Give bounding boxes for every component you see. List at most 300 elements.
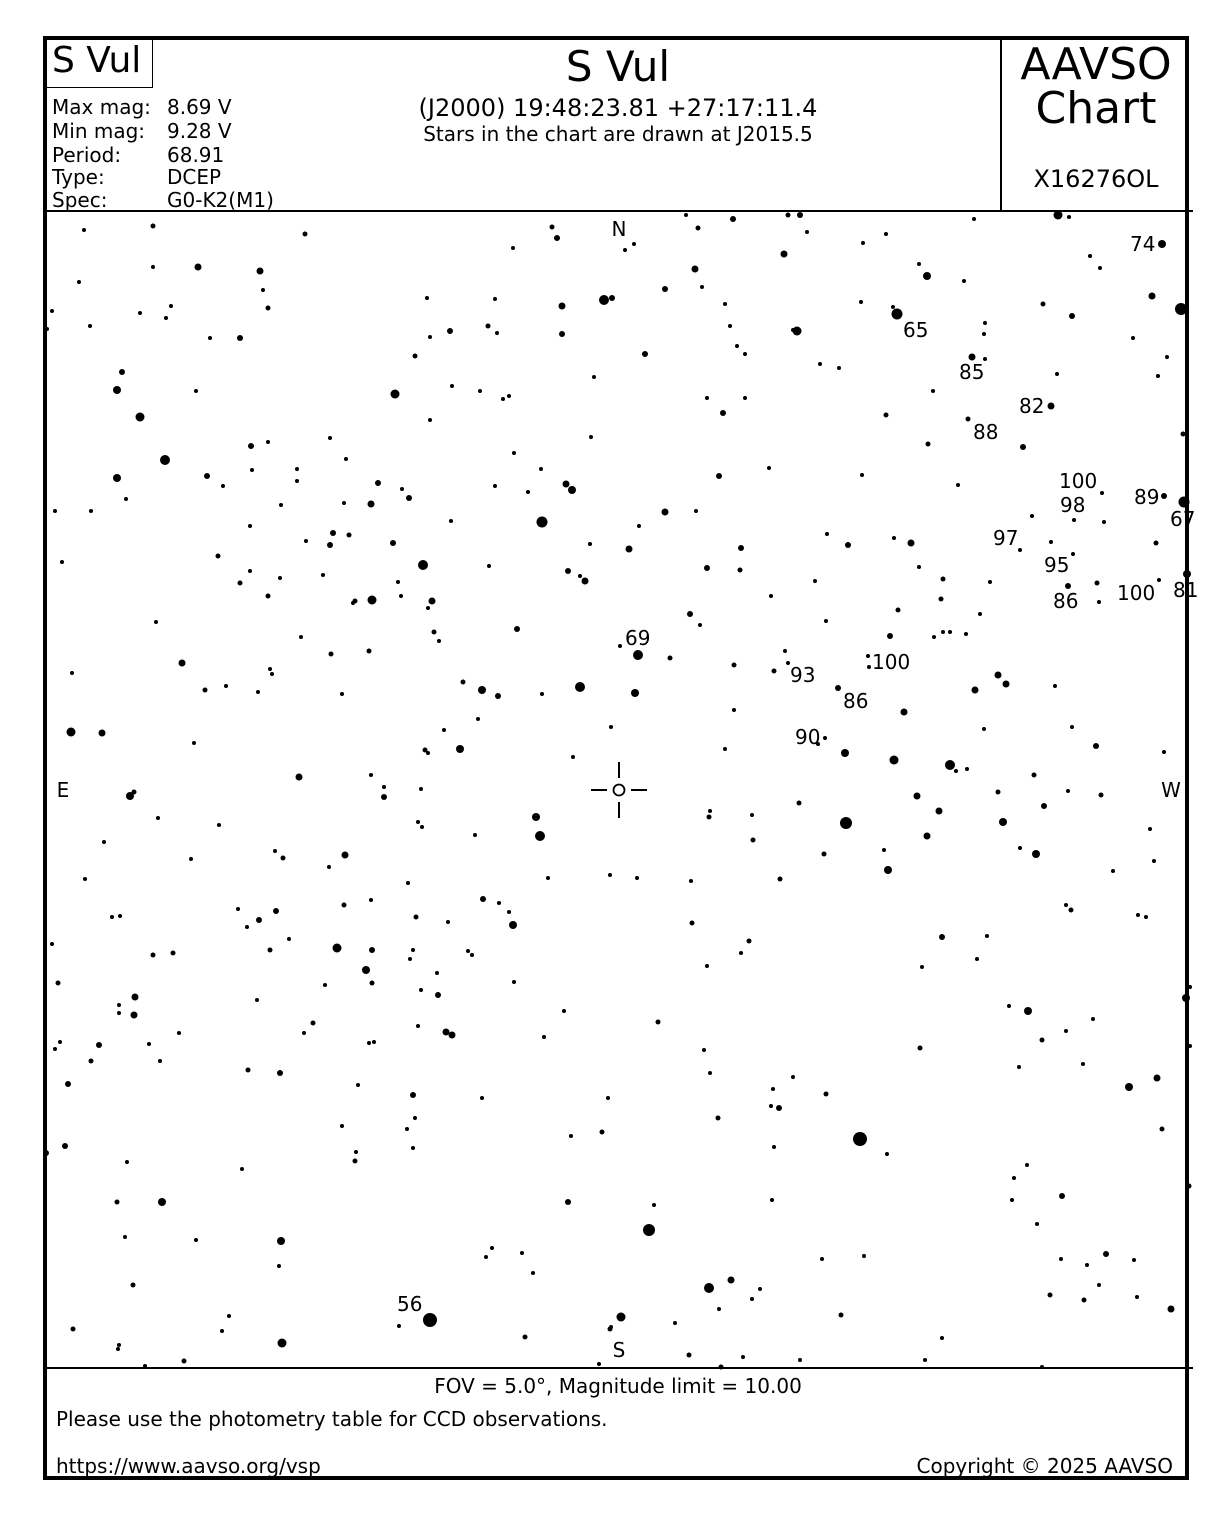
star — [786, 213, 791, 218]
star — [53, 509, 57, 513]
star — [772, 1145, 776, 1149]
footer-divider — [43, 1367, 1193, 1369]
comp-label: 74 — [1130, 232, 1156, 256]
star — [428, 418, 432, 422]
star — [449, 519, 453, 523]
star — [321, 573, 325, 577]
star — [704, 1283, 714, 1293]
star — [411, 1146, 415, 1150]
star — [962, 279, 966, 283]
south-label: S — [612, 1338, 626, 1362]
star — [490, 1246, 494, 1250]
star — [626, 546, 633, 553]
star — [932, 635, 936, 639]
star — [295, 479, 299, 483]
star — [716, 473, 722, 479]
east-label: E — [56, 778, 70, 802]
star — [240, 1167, 244, 1171]
star — [1181, 432, 1186, 437]
star — [449, 1032, 456, 1039]
star — [689, 879, 693, 883]
star — [116, 1347, 120, 1351]
star — [917, 565, 921, 569]
star — [171, 951, 176, 956]
star — [182, 1359, 187, 1364]
star — [635, 876, 639, 880]
star — [419, 988, 423, 992]
star — [1055, 372, 1059, 376]
star — [194, 389, 198, 393]
star — [739, 951, 743, 955]
star — [1072, 518, 1076, 522]
aavso-url-link[interactable]: https://www.aavso.org/vsp — [56, 1454, 321, 1478]
star — [1064, 1029, 1068, 1033]
star — [781, 251, 788, 258]
star — [823, 736, 827, 740]
star — [281, 856, 286, 861]
star — [123, 1235, 127, 1239]
info-label-period: Period: — [52, 143, 122, 167]
comp-label: 93 — [790, 663, 816, 687]
star — [1095, 581, 1100, 586]
star — [351, 601, 355, 605]
star — [56, 981, 61, 986]
star — [369, 773, 373, 777]
star — [1007, 1004, 1011, 1008]
star — [924, 833, 931, 840]
star — [304, 539, 308, 543]
comp-label: 98 — [1060, 493, 1086, 517]
star — [236, 907, 240, 911]
star — [939, 597, 944, 602]
star — [705, 396, 709, 400]
star — [1059, 1193, 1065, 1199]
star — [136, 413, 145, 422]
star — [390, 540, 396, 546]
star — [866, 654, 870, 658]
comp-label: 86 — [1053, 589, 1079, 613]
star — [1010, 1198, 1014, 1202]
star — [890, 756, 899, 765]
star — [1100, 491, 1104, 495]
star — [988, 580, 992, 584]
star — [406, 495, 412, 501]
star — [169, 304, 173, 308]
star — [368, 596, 377, 605]
star — [723, 747, 727, 751]
star — [839, 1313, 844, 1318]
star — [772, 669, 777, 674]
star — [1135, 1295, 1139, 1299]
star — [158, 1198, 166, 1206]
star — [966, 417, 971, 422]
star — [597, 1362, 601, 1366]
star — [1070, 725, 1074, 729]
star — [131, 1283, 136, 1288]
info-value-period: 68.91 — [167, 143, 225, 167]
star — [656, 1020, 661, 1025]
star — [277, 1237, 285, 1245]
star — [512, 980, 516, 984]
star — [824, 619, 828, 623]
star — [277, 1264, 281, 1268]
comparison-labels — [397, 232, 1198, 1316]
star — [546, 876, 550, 880]
star — [652, 1203, 656, 1207]
star — [1003, 681, 1010, 688]
star — [96, 1042, 102, 1048]
star — [1054, 211, 1063, 220]
star — [1018, 846, 1022, 850]
star — [478, 686, 486, 694]
star — [473, 833, 477, 837]
comp-label: 100 — [872, 650, 911, 674]
star — [1098, 266, 1102, 270]
star — [342, 501, 346, 505]
star — [158, 1059, 162, 1063]
star — [1111, 869, 1115, 873]
north-label: N — [611, 217, 627, 241]
star — [1067, 215, 1071, 219]
star — [662, 286, 668, 292]
star — [982, 332, 986, 336]
star — [771, 1087, 775, 1091]
comp-label: 95 — [1044, 553, 1070, 577]
star — [1154, 1075, 1161, 1082]
brand-title — [1001, 39, 1191, 134]
star — [588, 542, 592, 546]
star — [164, 316, 168, 320]
star — [531, 1271, 535, 1275]
star — [245, 925, 249, 929]
star — [687, 1353, 692, 1358]
star — [569, 1134, 573, 1138]
star — [333, 944, 342, 953]
star — [633, 650, 643, 660]
comp-label: 86 — [843, 689, 869, 713]
star — [983, 321, 987, 325]
star — [295, 467, 299, 471]
star — [776, 1105, 782, 1111]
brand-line-1: AAVSO — [1020, 39, 1172, 90]
star — [589, 435, 593, 439]
star — [859, 300, 863, 304]
star — [1136, 913, 1140, 917]
info-value-max: 8.69 V — [167, 95, 232, 119]
star — [1154, 541, 1159, 546]
star — [918, 1046, 923, 1051]
star — [425, 296, 429, 300]
star — [535, 831, 545, 841]
star — [255, 998, 259, 1002]
star — [540, 692, 544, 696]
star — [632, 242, 636, 246]
info-label-type: Type: — [52, 165, 105, 189]
star — [420, 825, 424, 829]
star — [1093, 743, 1099, 749]
star — [273, 908, 279, 914]
star — [67, 728, 76, 737]
star — [1165, 355, 1169, 359]
comp-label: 100 — [1117, 581, 1156, 605]
star — [43, 1150, 49, 1156]
star — [405, 1127, 409, 1131]
info-value-min: 9.28 V — [167, 119, 232, 143]
comp-label: 90 — [795, 725, 821, 749]
star — [497, 901, 501, 905]
comp-label: 69 — [625, 626, 651, 650]
star — [397, 1324, 401, 1328]
star — [539, 467, 543, 471]
star — [354, 1150, 358, 1154]
star — [884, 866, 892, 874]
star — [702, 1048, 706, 1052]
star — [797, 212, 803, 218]
star — [117, 1343, 121, 1347]
comp-label: 81 — [1173, 578, 1199, 602]
star — [88, 324, 92, 328]
star — [323, 983, 327, 987]
star — [917, 262, 921, 266]
star — [723, 302, 727, 306]
star — [901, 709, 908, 716]
star — [559, 331, 565, 337]
star — [926, 442, 931, 447]
star — [443, 1029, 450, 1036]
star — [58, 1040, 62, 1044]
comp-label: 56 — [397, 1292, 423, 1316]
star — [824, 1092, 829, 1097]
star — [820, 1257, 824, 1261]
star — [751, 838, 756, 843]
star — [1048, 403, 1055, 410]
star — [356, 1083, 360, 1087]
star — [692, 266, 699, 273]
star — [791, 1075, 795, 1079]
star — [982, 727, 986, 731]
star — [1161, 493, 1167, 499]
star — [1069, 313, 1075, 319]
star — [257, 268, 264, 275]
star — [758, 1287, 762, 1291]
star — [562, 1009, 566, 1013]
star — [512, 451, 516, 455]
star — [1183, 570, 1191, 578]
star — [279, 503, 283, 507]
star — [435, 971, 439, 975]
star — [328, 436, 332, 440]
star — [568, 486, 576, 494]
star — [147, 1042, 151, 1046]
star — [507, 910, 511, 914]
star — [227, 1314, 231, 1318]
star — [1149, 293, 1156, 300]
star — [637, 524, 641, 528]
star — [825, 532, 829, 536]
star — [861, 241, 865, 245]
star — [1049, 540, 1053, 544]
star — [1071, 552, 1075, 556]
star — [119, 369, 125, 375]
star — [117, 1003, 121, 1007]
star — [738, 568, 743, 573]
star — [575, 682, 585, 692]
star — [160, 455, 170, 465]
star — [1081, 1062, 1085, 1066]
star — [195, 264, 202, 271]
star — [862, 1254, 866, 1258]
star — [698, 623, 702, 627]
star — [1059, 1257, 1063, 1261]
comp-label: 88 — [973, 420, 999, 444]
star — [450, 384, 454, 388]
star — [696, 226, 701, 231]
star — [50, 309, 54, 313]
star — [1175, 303, 1187, 315]
star — [684, 213, 688, 217]
star — [631, 689, 639, 697]
star — [1066, 789, 1070, 793]
star — [501, 397, 505, 401]
star — [487, 564, 491, 568]
star — [719, 1365, 724, 1370]
star — [89, 1059, 94, 1064]
star — [461, 680, 466, 685]
chart-title: S Vul — [565, 42, 671, 91]
star — [860, 473, 864, 477]
star — [248, 524, 252, 528]
star — [995, 672, 1002, 679]
star — [261, 288, 265, 292]
star — [1040, 1365, 1044, 1369]
star — [344, 457, 348, 461]
star — [840, 817, 852, 829]
star — [446, 920, 450, 924]
star — [923, 1358, 927, 1362]
star — [565, 1199, 571, 1205]
star — [599, 295, 609, 305]
chart-id: X16276OL — [1033, 165, 1159, 193]
star — [1103, 1251, 1109, 1257]
star — [132, 790, 137, 795]
star — [606, 1096, 610, 1100]
star — [1017, 1065, 1021, 1069]
star — [523, 1335, 528, 1340]
star — [302, 1031, 306, 1035]
star — [53, 1047, 57, 1051]
star — [642, 351, 648, 357]
star — [999, 818, 1007, 826]
star — [985, 934, 989, 938]
star — [732, 708, 736, 712]
star — [423, 1313, 437, 1327]
star — [115, 1200, 120, 1205]
star — [743, 396, 747, 400]
star — [154, 620, 158, 624]
epoch-note: Stars in the chart are drawn at J2015.5 — [423, 122, 813, 146]
star — [769, 594, 773, 598]
star — [705, 964, 709, 968]
star — [367, 649, 372, 654]
star — [208, 336, 212, 340]
star — [113, 474, 121, 482]
star — [853, 1132, 867, 1146]
star — [884, 413, 889, 418]
star — [559, 303, 566, 310]
star — [730, 216, 736, 222]
star — [1082, 1298, 1087, 1303]
star — [237, 335, 243, 341]
star — [1012, 1176, 1016, 1180]
star — [476, 717, 480, 721]
star — [416, 1024, 420, 1028]
star — [941, 577, 946, 582]
star — [1102, 520, 1106, 524]
star — [391, 390, 400, 399]
star — [156, 816, 160, 820]
star — [83, 877, 87, 881]
star — [1040, 1038, 1045, 1043]
star — [429, 598, 436, 605]
star — [797, 801, 802, 806]
star — [456, 745, 464, 753]
star — [608, 873, 612, 877]
star — [216, 554, 221, 559]
star — [347, 533, 352, 538]
star — [896, 608, 901, 613]
star — [1032, 773, 1037, 778]
ccd-note: Please use the photometry table for CCD observations. — [56, 1407, 608, 1431]
star — [303, 232, 308, 237]
star — [931, 389, 935, 393]
star — [113, 386, 121, 394]
star — [514, 626, 520, 632]
info-label-spec: Spec: — [52, 188, 108, 212]
star — [867, 665, 871, 669]
comp-label: 85 — [959, 360, 985, 384]
star — [418, 560, 428, 570]
star — [131, 1012, 138, 1019]
star — [1188, 1044, 1192, 1048]
star — [704, 565, 710, 571]
star — [117, 1011, 121, 1015]
star — [767, 466, 771, 470]
star — [151, 224, 156, 229]
star — [62, 1143, 68, 1149]
star — [662, 509, 669, 516]
star — [1088, 254, 1092, 258]
comp-label: 100 — [1059, 469, 1098, 493]
star — [493, 297, 497, 301]
star — [340, 692, 344, 696]
star — [311, 1021, 316, 1026]
info-value-type: DCEP — [167, 165, 222, 189]
star — [717, 1307, 721, 1311]
star — [70, 671, 74, 675]
star — [268, 948, 273, 953]
star — [716, 1116, 721, 1121]
star — [419, 787, 423, 791]
star — [411, 948, 415, 952]
star — [972, 217, 976, 221]
star — [972, 687, 979, 694]
comp-label: 97 — [993, 526, 1019, 550]
star — [750, 813, 754, 817]
star — [818, 362, 822, 366]
star — [370, 981, 375, 986]
star — [256, 690, 260, 694]
star — [1157, 578, 1161, 582]
